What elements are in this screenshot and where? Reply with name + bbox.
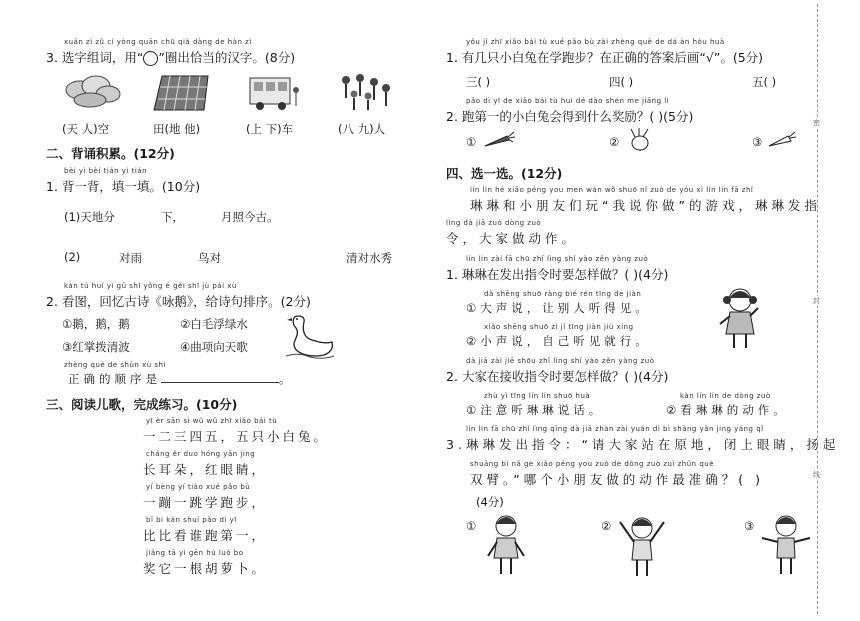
question-number: 2.: [446, 109, 458, 124]
recite-line-2-c: 鸟对: [198, 251, 221, 265]
question-number: 2.: [46, 294, 58, 309]
r-q1-option-five[interactable]: 五( ): [752, 75, 777, 89]
section-2-title: 二、背诵积累。(12分): [46, 146, 175, 161]
poem-line: 一蹦一跳学跑步，: [143, 495, 268, 510]
s4-q2-pinyin: dà jiā zài jiē shōu zhǐ lìng shí yào zěn yàng zuò: [466, 357, 655, 365]
r-q2: [446, 107, 693, 125]
section-2-q1-pinyin: bèi yi bèi tián yi tián: [64, 167, 148, 175]
order-pinyin: zhèng què de shùn xù shì: [64, 361, 166, 369]
poem-line-option-3: ③红掌拨清波: [62, 340, 130, 354]
q3-option-2[interactable]: 田(地 他): [153, 122, 201, 136]
action-option-3[interactable]: ③: [744, 519, 755, 533]
child-arms-down-image: [480, 512, 532, 580]
question-number: 2.: [446, 369, 458, 384]
s4-q3: [446, 435, 839, 453]
q3-option-4[interactable]: (八 九)人: [338, 122, 386, 136]
margin-char-line: 线: [813, 471, 820, 479]
poem-line: 比比看谁跑第一，: [143, 528, 268, 543]
section-2-q1: [46, 177, 200, 195]
poem-line: 长耳朵，红眼睛，: [143, 462, 268, 477]
r-q1-option-three[interactable]: 三( ): [466, 75, 491, 89]
s4-q1: [446, 265, 668, 283]
q3-question: [46, 48, 295, 66]
recite-line-2-d: 清对水秀: [346, 251, 392, 265]
s4-q3-text-2: 双臂。”哪个小朋友做的动作最准确？( ): [470, 472, 764, 487]
q3-text: 选字组词，用“: [61, 50, 144, 65]
poem-line-option-2: ②白毛浮绿水: [180, 317, 248, 331]
section-2-q2: [46, 292, 311, 310]
s4-q3-pinyin-2: shuāng bì nǎ ge xiǎo péng you zuò de dòng zuò zuì zhǔn què: [470, 460, 715, 468]
child-arms-up-image: [614, 512, 670, 580]
s4-q2: [446, 367, 668, 385]
s4-intro-pinyin-2: lìng dà jiā zuò dòng zuò: [446, 219, 542, 227]
poem-pinyin: bǐ bi kàn shuí pǎo dì yī: [146, 516, 237, 524]
recite-line-1-c: 月照今古。: [221, 210, 279, 224]
circle-icon: [143, 51, 158, 66]
order-answer: [68, 371, 295, 387]
s4-q2-text: 大家在接收指令时要怎样做？( )(4分): [461, 369, 669, 384]
recite-line-2-b: 对雨: [119, 251, 142, 265]
question-number: 1.: [46, 179, 58, 194]
reward-option-2[interactable]: ②: [609, 135, 620, 149]
r-q1-pinyin: yǒu jǐ zhī xiǎo bái tù xué pǎo bù zài zhèng què de dá àn hòu huà: [466, 38, 725, 46]
margin-char-seal: 密: [813, 119, 820, 127]
question-number: 1.: [446, 50, 458, 65]
poem-pinyin: yí bèng yí tiào xué pǎo bù: [146, 483, 251, 491]
clouds-image: [62, 70, 124, 112]
q3-pinyin: xuǎn zì zǔ cí yòng quān chū qià dàng de hàn zì: [64, 38, 252, 46]
section-2-q2-pinyin: kàn tú huí yì gǔ shī yǒng é gěi shī jù pái xù: [64, 282, 237, 290]
carrot-icon: [481, 130, 517, 150]
poem-line: 一二三四五，五只小白兔。: [143, 429, 330, 444]
s4-q2-a-pinyin: zhù yì tīng lín lin shuō huà: [484, 392, 591, 400]
s4-q1-pinyin: lín lin zài fā chū zhǐ lìng shí yào zěn yàng zuò: [466, 255, 649, 263]
s4-q3-score: (4分): [476, 495, 504, 509]
order-blank[interactable]: [161, 372, 279, 383]
carrot-outline-icon: [766, 130, 798, 150]
reward-option-3[interactable]: ③: [752, 135, 763, 149]
farmland-image: [152, 72, 214, 112]
s4-q1-a-pinyin: dà shēng shuō ràng bié rén tīng de jiàn: [484, 290, 642, 298]
s4-intro-pinyin: lín lin hé xiǎo péng you men wán wǒ shuō nǐ zuò de yóu xì lín lin fā zhǐ: [470, 186, 754, 194]
poem-pinyin: jiǎng tā yì gēn hú luó bo: [146, 549, 244, 557]
poem-line-option-4: ④曲项向天歌: [180, 340, 248, 354]
children-group-image: [336, 70, 394, 112]
girl-linlin-image: [716, 284, 764, 354]
question-number: 3.: [46, 50, 58, 65]
section-3-title: 三、阅读儿歌，完成练习。(10分): [46, 397, 238, 412]
goose-image: [284, 310, 336, 360]
bus-stop-image: [248, 70, 304, 112]
s4-q1-b-pinyin: xiǎo shēng shuō zì jǐ tīng jiàn jiù xíng: [484, 323, 634, 331]
s4-q3-text: 琳琳发出指令：“请大家站在原地，闭上眼睛，扬起: [465, 437, 840, 452]
s4-q3-pinyin: lín lin fā chū zhǐ lìng qǐng dà jiā zhàn zài yuán dì bì shàng yǎn jing yáng qǐ: [466, 425, 764, 433]
poem-line: 奖它一根胡萝卜。: [143, 561, 268, 576]
question-number: 1.: [446, 267, 458, 282]
s4-q1-option-a[interactable]: ①大声说，让别人听得见。: [466, 301, 651, 315]
s4-q2-option-b[interactable]: ②看琳琳的动作。: [666, 403, 789, 417]
recite-line-1-b: 下，: [161, 210, 184, 224]
s4-intro-2: 令，大家做动作。: [446, 231, 579, 246]
recite-line-2-a: (2): [64, 250, 81, 264]
action-option-1[interactable]: ①: [466, 519, 477, 533]
s4-intro: 琳琳和小朋友们玩“我说你做”的游戏，琳琳发指: [470, 198, 821, 213]
q3-option-3[interactable]: (上 下)车: [246, 122, 294, 136]
s4-q2-option-a[interactable]: ①注意听琳琳说话。: [466, 403, 605, 417]
s4-q1-text: 琳琳在发出指令时要怎样做？( )(4分): [461, 267, 669, 282]
r-q1-text: 有几只小白兔在学跑步？在正确的答案后画“√”。(5分): [461, 50, 764, 65]
child-arms-out-image: [758, 512, 814, 580]
poem-line-option-1: ①鹅，鹅，鹅: [62, 317, 130, 331]
q3-text-end: ”圈出恰当的汉字。(8分): [158, 50, 296, 65]
section-4-title: 四、选一选。(12分): [446, 166, 563, 181]
s4-q2-b-pinyin: kàn lín lin de dòng zuò: [680, 392, 771, 400]
r-q1: [446, 48, 763, 66]
section-2-q1-text: 背一背，填一填。(10分): [61, 179, 201, 194]
radish-icon: [623, 127, 657, 151]
poem-pinyin: cháng ěr duo hóng yǎn jing: [146, 450, 256, 458]
action-option-2[interactable]: ②: [601, 519, 612, 533]
reward-option-1[interactable]: ①: [466, 135, 477, 149]
binding-line: [817, 4, 818, 614]
order-label: 正确的顺序是: [68, 372, 161, 386]
r-q1-option-four[interactable]: 四( ): [609, 75, 634, 89]
r-q2-pinyin: pǎo dì yī de xiǎo bái tù huì dé dào shén me jiǎng lì: [466, 97, 670, 105]
s4-q1-option-b[interactable]: ②小声说，自己听见就行。: [466, 334, 651, 348]
question-number: 3.: [446, 437, 466, 452]
recite-line-1-a: (1)天地分: [64, 210, 115, 224]
margin-char-seal: 封: [813, 297, 820, 305]
r-q2-text: 跑第一的小白兔会得到什么奖励？( )(5分): [461, 109, 694, 124]
order-end: 。: [279, 372, 295, 386]
poem-pinyin: yī èr sān sì wǔ wǔ zhī xiǎo bái tù: [146, 417, 278, 425]
q3-option-1[interactable]: (天 人)空: [62, 122, 110, 136]
section-2-q2-text: 看图，回忆古诗《咏鹅》，给诗句排序。(2分): [61, 294, 311, 309]
